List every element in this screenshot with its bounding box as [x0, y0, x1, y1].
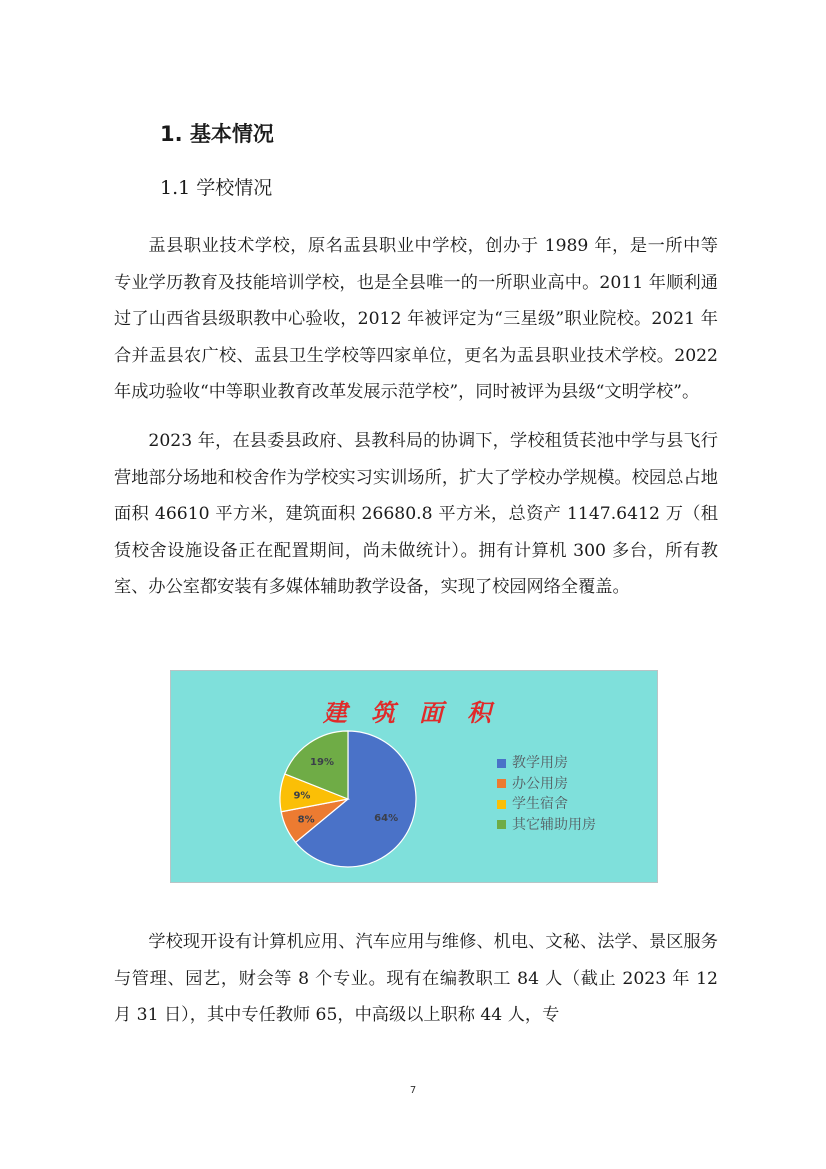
legend-label: 办公用房 — [512, 775, 568, 792]
pie-label-1: 64% — [374, 812, 399, 824]
legend-label: 其它辅助用房 — [512, 816, 596, 833]
pie-label-2: 8% — [297, 814, 315, 826]
pie-label-3: 9% — [293, 790, 311, 802]
chart-legend — [497, 753, 596, 835]
legend-swatch — [497, 779, 506, 788]
legend-label: 教学用房 — [512, 755, 568, 772]
chart-title: 建筑面积 — [323, 698, 515, 727]
paragraph-campus-facilities: 2023 年，在县委县政府、县教科局的协调下，学校租赁苌池中学与县飞行营地部分场地和校舍作为学校实习实训场所，扩大了学校办学规模。校园总占地面积 46610 平方米，建筑面积 26680.8 平方米，总资产 1147.6412 万（租赁校舍设施设备正在配置期间，尚未做统计）。拥有计算机 300 多台，所有教室、办公室都安装有多媒体辅助教学设备，实现了校园网络全覆盖。 — [114, 431, 718, 598]
legend-item-2 — [497, 774, 596, 795]
subsection-heading: 1.1 学校情况 — [160, 177, 273, 199]
legend-item-3 — [497, 794, 596, 815]
paragraph-school-history: 盂县职业技术学校，原名盂县职业中学校，创办于 1989 年，是一所中等专业学历教育及技能培训学校，也是全县唯一的一所职业高中。2011 年顺利通过了山西省县级职教中心验收，2012 年被评定为“三星级”职业院校。2021 年合并盂县农广校、盂县卫生学校等四家单位，更名为盂县职业技术学校。2022 年成功验收“中等职业教育改革发展示范学校”，同时被评为县级“文明学校”。 — [114, 236, 718, 403]
section-heading: 1. 基本情况 — [160, 122, 274, 146]
page-number: 7 — [409, 1085, 417, 1096]
paragraph-majors-staff: 学校现开设有计算机应用、汽车应用与维修、机电、文秘、法学、景区服务与管理、园艺，财会等 8 个专业。现有在编教职工 84 人（截止 2023 年 12 月 31 日），其中专任教师 65，中高级以上职称 44 人，专 — [114, 932, 718, 1026]
legend-swatch — [497, 820, 506, 829]
pie-label-4: 19% — [310, 756, 334, 768]
legend-item-1 — [497, 753, 596, 774]
legend-item-4 — [497, 815, 596, 836]
building-area-chart — [170, 670, 658, 883]
legend-label: 学生宿舍 — [512, 796, 568, 813]
legend-swatch — [497, 800, 506, 809]
legend-swatch — [497, 759, 506, 768]
